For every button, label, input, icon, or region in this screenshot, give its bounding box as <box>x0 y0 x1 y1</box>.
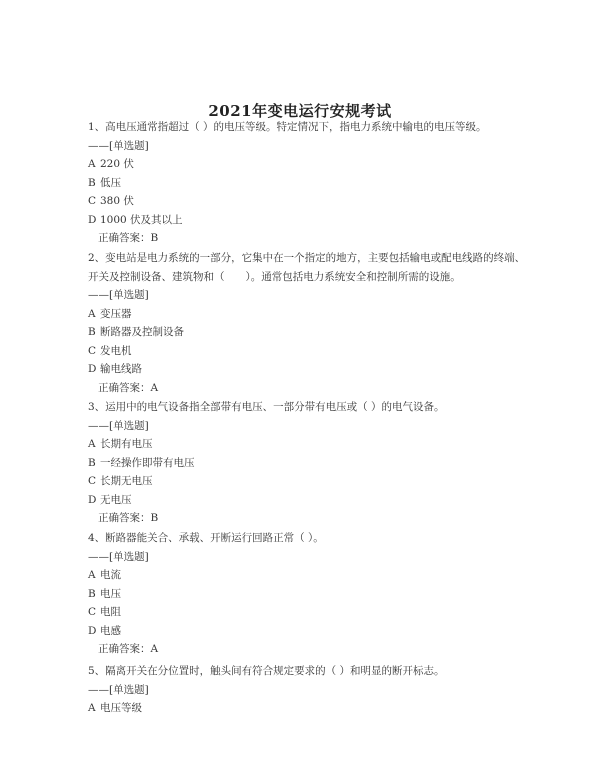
option-text: 输电线路 <box>100 363 142 375</box>
question-stem: 2、变电站是电力系统的一部分，它集中在一个指定的地方，主要包括输电或配电线路的终端、 <box>88 252 526 264</box>
option-letter: A <box>88 307 96 320</box>
question-1 <box>88 118 548 248</box>
option-text: 长期有电压 <box>100 438 153 450</box>
question-type: ——[单选题] <box>88 550 149 563</box>
option-text: 断路器及控制设备 <box>100 326 184 338</box>
option-b <box>88 454 548 473</box>
option-a <box>88 305 548 324</box>
correct-answer: 正确答案：A <box>98 381 159 394</box>
option-text: 变压器 <box>100 307 132 320</box>
option-letter: A <box>88 438 96 450</box>
question-type: ——[单选题] <box>88 289 149 301</box>
option-text: 380 伏 <box>100 195 134 207</box>
option-text: 电压 <box>100 587 121 600</box>
correct-answer: 正确答案：B <box>98 512 159 524</box>
question-stem: 1、高电压通常指超过（ ）的电压等级。特定情况下，指电力系统中输电的电压等级。 <box>88 121 487 133</box>
option-letter: B <box>88 176 96 189</box>
option-text: 无电压 <box>100 493 132 506</box>
option-d <box>88 622 548 641</box>
question-stem: 开关及控制设备、建筑物和（ ）。通常包括电力系统安全和控制所需的设施。 <box>88 270 461 283</box>
question-stem: 3、运用中的电气设备指全部带有电压、一部分带有电压或（ ）的电气设备。 <box>88 401 445 413</box>
question-stem: 5、隔离开关在分位置时，触头间有符合规定要求的（ ）和明显的断开标志。 <box>88 665 445 677</box>
correct-answer: 正确答案：B <box>98 232 159 244</box>
option-text: 电感 <box>100 624 121 637</box>
option-c <box>88 603 548 622</box>
option-text: 1000 伏及其以上 <box>100 213 183 226</box>
option-letter: A <box>88 569 96 581</box>
option-letter: C <box>88 475 97 487</box>
question-type: ——[单选题] <box>88 419 149 432</box>
option-d <box>88 360 548 379</box>
question-3 <box>88 398 548 528</box>
question-4 <box>88 529 548 659</box>
option-letter: D <box>88 363 97 375</box>
option-letter: D <box>88 213 97 226</box>
option-text: 电阻 <box>100 606 121 618</box>
page-title: 2021年变电运行安规考试 <box>208 102 392 120</box>
option-letter: B <box>88 587 96 600</box>
option-letter: C <box>88 344 97 357</box>
option-text: 低压 <box>100 176 121 189</box>
option-a <box>88 435 548 454</box>
option-c <box>88 472 548 491</box>
option-a <box>88 566 548 585</box>
option-d <box>88 491 548 510</box>
option-text: 电压等级 <box>100 702 142 714</box>
option-a <box>88 699 548 718</box>
option-letter: C <box>88 606 97 618</box>
option-letter: A <box>88 702 96 714</box>
option-text: 发电机 <box>100 344 132 357</box>
option-text: 220 伏 <box>100 158 134 170</box>
question-2 <box>88 249 548 397</box>
option-b <box>88 174 548 193</box>
correct-answer: 正确答案：A <box>98 643 159 655</box>
question-5 <box>88 662 548 718</box>
option-letter: D <box>88 493 97 506</box>
option-d <box>88 211 548 230</box>
option-b <box>88 585 548 604</box>
question-type: ——[单选题] <box>88 683 149 696</box>
option-letter: B <box>88 456 96 469</box>
option-text: 电流 <box>100 569 121 581</box>
option-letter: C <box>88 195 97 207</box>
option-letter: D <box>88 624 97 637</box>
option-b <box>88 323 548 342</box>
question-type: ——[单选题] <box>88 139 149 152</box>
option-a <box>88 155 548 174</box>
option-text: 长期无电压 <box>100 475 153 487</box>
option-text: 一经操作即带有电压 <box>100 456 195 469</box>
option-letter: A <box>88 158 96 170</box>
option-c <box>88 192 548 211</box>
option-c <box>88 342 548 361</box>
question-stem: 4、断路器能关合、承载、开断运行回路正常（ ）。 <box>88 532 324 544</box>
option-letter: B <box>88 326 96 338</box>
